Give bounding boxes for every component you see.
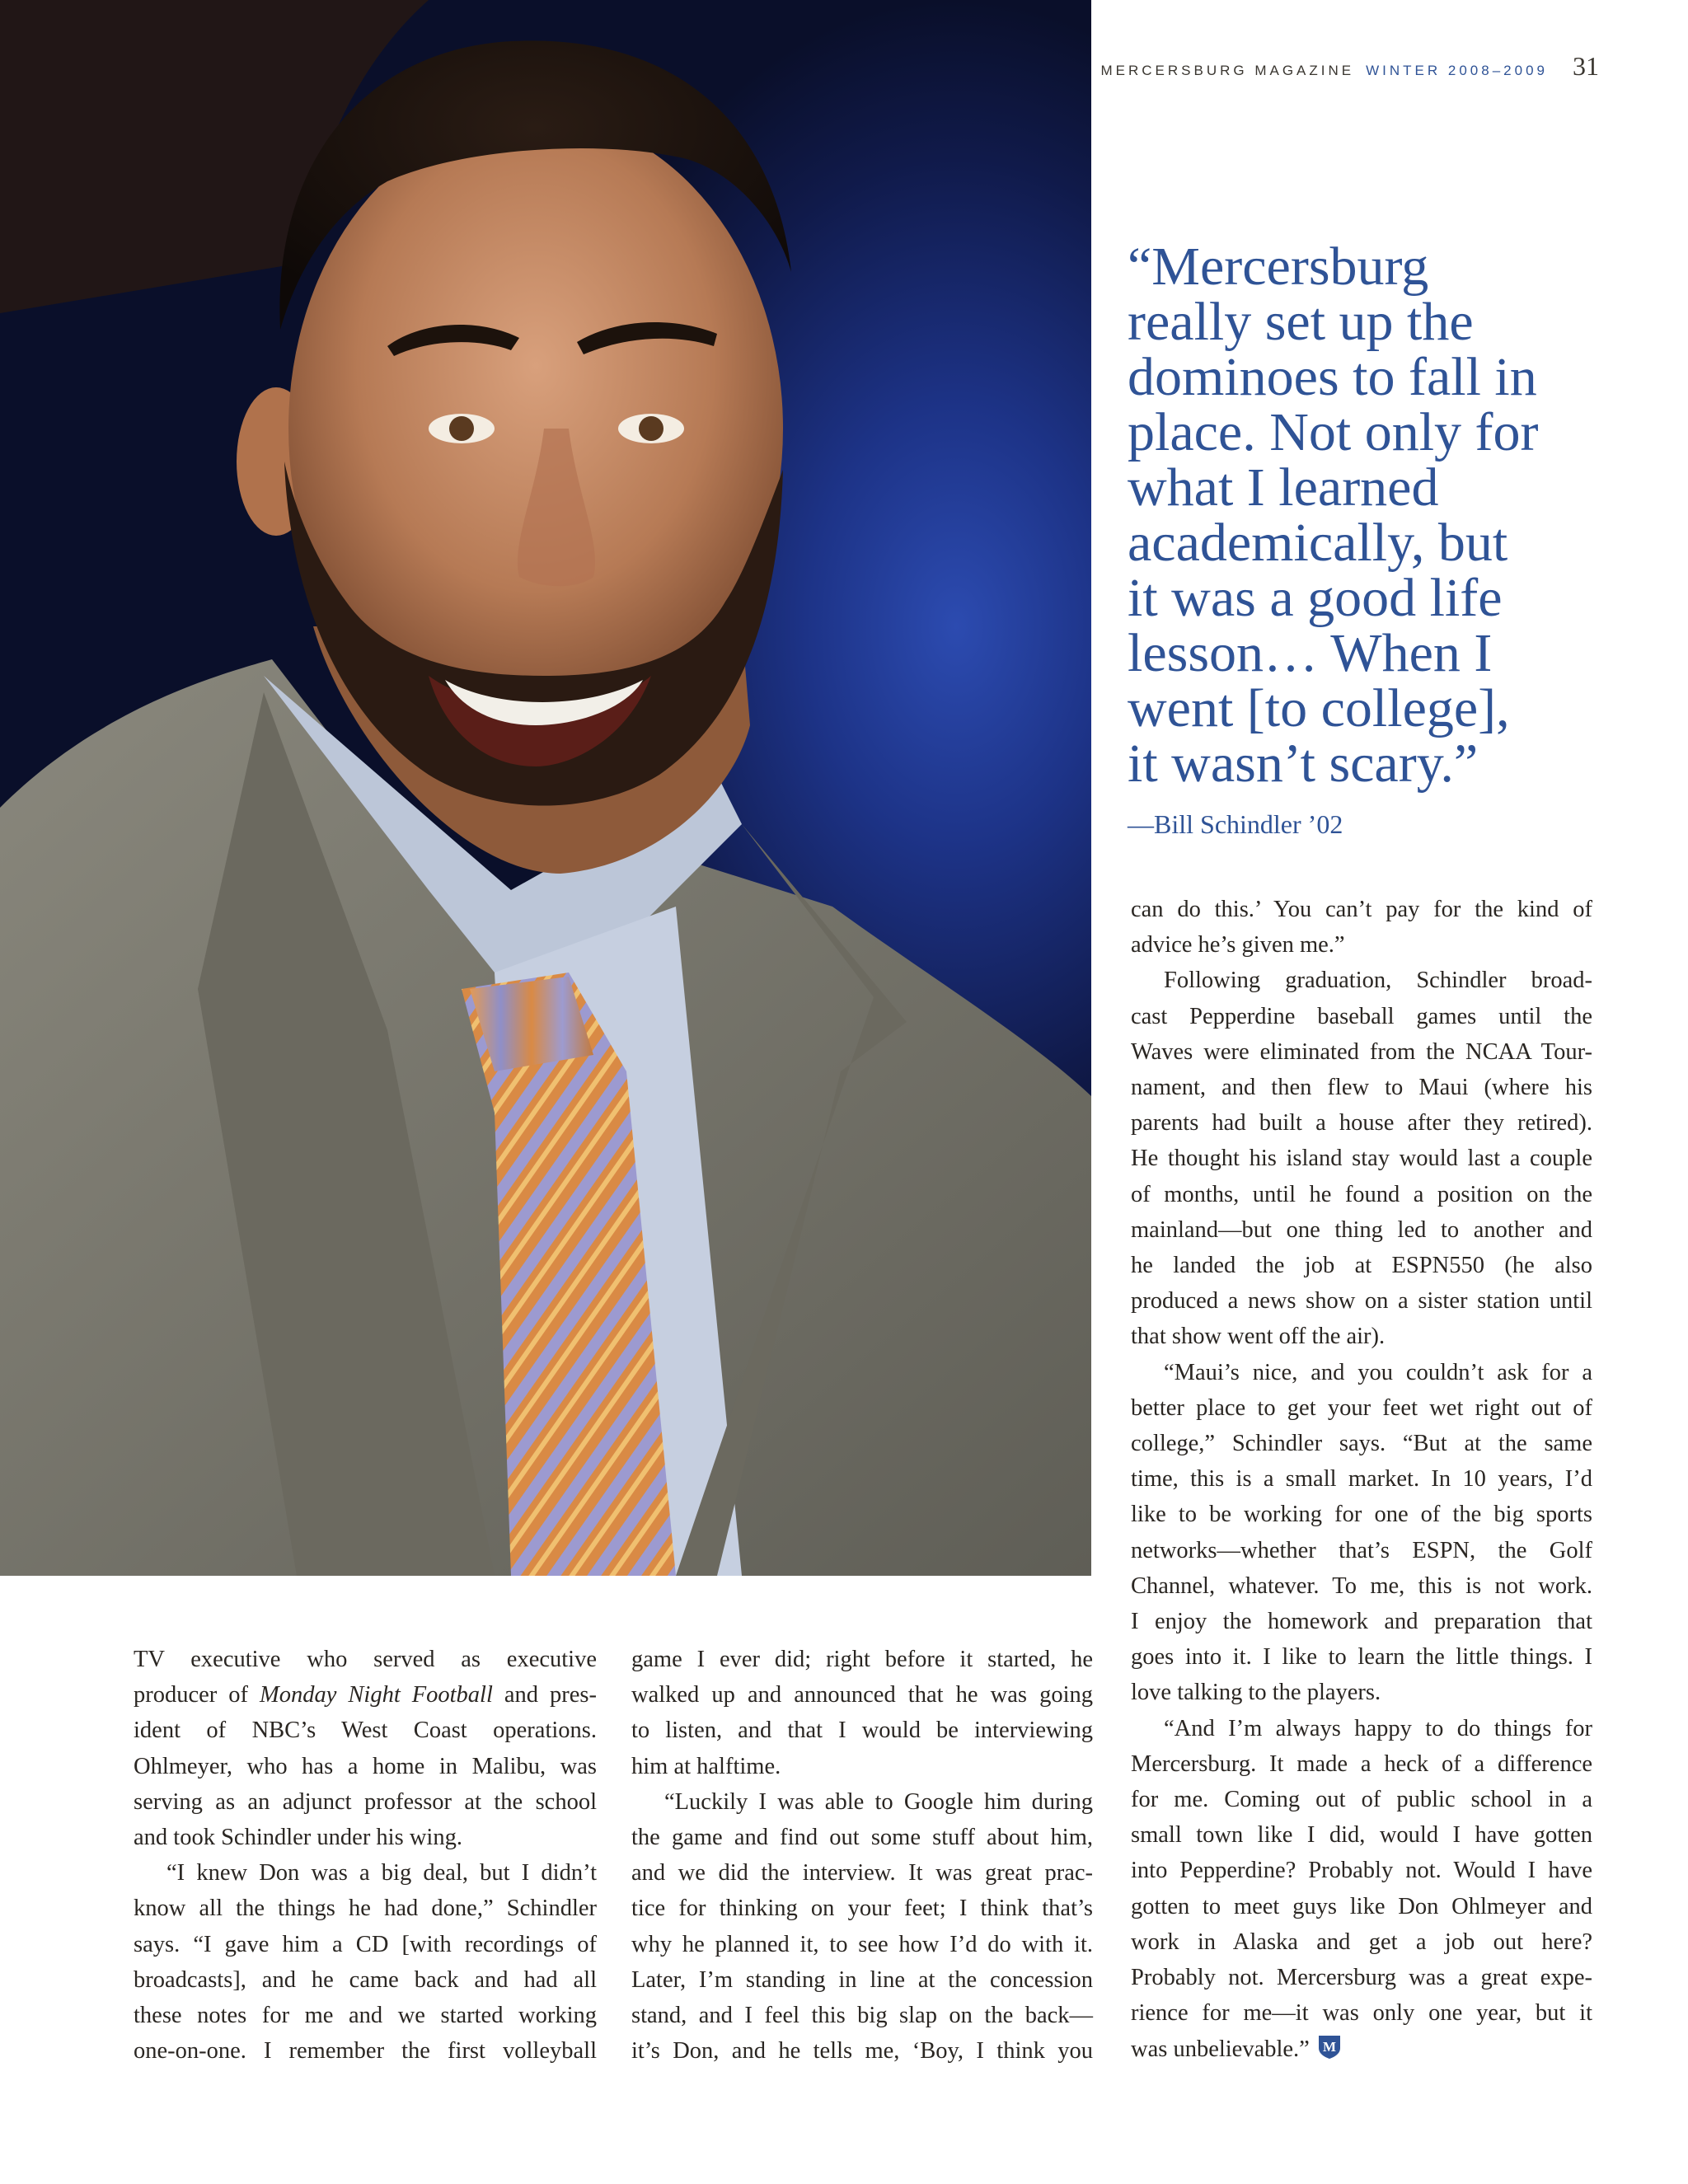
pull-quote (1128, 237, 1622, 794)
article-line: why he planned it, to see how I’d do with it. (631, 1931, 1093, 1957)
pull-quote-attribution: —Bill Schindler ’02 (1128, 809, 1343, 839)
article-line: broadcasts], and he came back and had all (134, 1966, 597, 1993)
pull-quote-line: place. Not only for (1128, 402, 1539, 462)
article-line: “And I’m always happy to do things for (1164, 1715, 1592, 1741)
article-line: “Maui’s nice, and you couldn’t ask for a (1164, 1359, 1592, 1385)
pull-quote-line: lesson… When I (1128, 623, 1493, 683)
article-line: networks—whether that’s ESPN, the Golf (1131, 1537, 1592, 1563)
article-line: it’s Don, and he tells me, ‘Boy, I think you (631, 2038, 1093, 2064)
pull-quote-line: really set up the (1128, 292, 1474, 352)
pull-quote-line: it wasn’t scary.” (1128, 733, 1479, 794)
article-line: to listen, and that I would be interviewing (631, 1718, 1093, 1744)
article-line: like to be working for one of the big sports (1131, 1502, 1592, 1528)
article-line: produced a news show on a sister station until (1131, 1288, 1592, 1315)
article-line: walked up and announced that he was going (631, 1682, 1093, 1708)
article-line: Ohlmeyer, who has a home in Malibu, was (134, 1753, 597, 1779)
article-line: nament, and then flew to Maui (where his (1131, 1075, 1592, 1101)
article-line: the game and find out some stuff about him, (631, 1825, 1093, 1851)
article-line: “Luckily I was able to Google him during (664, 1788, 1093, 1815)
article-line: can do this.’ You can’t pay for the kind of (1131, 897, 1592, 922)
article-line: into Pepperdine? Probably not. Would I have (1131, 1858, 1592, 1884)
page-number: 31 (1573, 51, 1599, 81)
article-line: better place to get your feet wet right out of (1131, 1394, 1592, 1421)
pull-quote-line: “Mercersburg (1128, 237, 1429, 297)
pull-quote-line: what I learned (1128, 457, 1439, 518)
portrait-illustration (0, 0, 1091, 1576)
article-line: cast Pepperdine baseball games until the (1131, 1003, 1592, 1029)
article-line: that show went off the air). (1131, 1324, 1386, 1350)
article-line: know all the things he had done,” Schindler (134, 1896, 597, 1922)
article-line: and we did the interview. It was great prac- (631, 1860, 1093, 1886)
article-line: goes into it. I like to learn the little things. I (1131, 1644, 1592, 1671)
article-line: small town like I did, would I have gotten (1131, 1822, 1592, 1849)
article-line: TV executive who served as executive (134, 1647, 597, 1672)
pull-quote-line: it was a good life (1128, 568, 1503, 628)
article-line: serving as an adjunct professor at the school (134, 1788, 597, 1815)
pull-quote-line: dominoes to fall in (1128, 347, 1537, 407)
article-line: him at halftime. (631, 1753, 781, 1779)
article-line: Waves were eliminated from the NCAA Tour- (1131, 1038, 1592, 1065)
article-line: stand, and I feel this big slap on the back— (631, 2003, 1093, 2029)
article-line: these notes for me and we started working (134, 2003, 597, 2029)
article-line: game I ever did; right before it started, he (631, 1647, 1093, 1672)
endmark-letter: M (1322, 2038, 1336, 2055)
article-line: love talking to the players. (1131, 1680, 1381, 1706)
article-line: “I knew Don was a big deal, but I didn’t (166, 1860, 597, 1886)
article-line: advice he’s given me.” (1131, 932, 1345, 958)
running-header (1100, 51, 1599, 84)
issue-date: WINTER 2008–2009 (1366, 63, 1548, 78)
article-line: parents had built a house after they retired). (1131, 1110, 1592, 1137)
article-line: work in Alaska and get a job out here? (1131, 1929, 1592, 1955)
article-line: and took Schindler under his wing. (134, 1825, 462, 1851)
article-line: was unbelievable.” M (1131, 2032, 1592, 2067)
article-line: gotten to meet guys like Don Ohlmeyer and (1131, 1893, 1592, 1919)
portrait-photo (0, 0, 1091, 1576)
article-line: for me. Coming out of public school in a (1131, 1787, 1592, 1813)
article-line: Following graduation, Schindler broad- (1164, 968, 1592, 994)
article-line: of months, until he found a position on the (1131, 1181, 1592, 1207)
article-line: time, this is a small market. In 10 years, I’d (1131, 1466, 1592, 1493)
article-line: says. “I gave him a CD [with recordings of (134, 1931, 597, 1957)
article-line: college,” Schindler says. “But at the same (1131, 1431, 1592, 1457)
article-column-1 (134, 1642, 597, 2069)
article-line: rience for me—it was only one year, but it (1131, 2000, 1592, 2027)
article-line: one-on-one. I remember the first volleyball (134, 2038, 597, 2064)
article-line: mainland—but one thing led to another and (1131, 1216, 1592, 1243)
article-line: He thought his island stay would last a couple (1131, 1146, 1592, 1172)
article-line: Mercersburg. It made a heck of a difference (1131, 1750, 1592, 1777)
article-line: I enjoy the homework and preparation that (1131, 1609, 1592, 1635)
article-line: Later, I’m standing in line at the concession (631, 1966, 1093, 1993)
pull-quote-line: academically, but (1128, 513, 1508, 573)
article-column-2 (631, 1642, 1093, 2069)
magazine-name: MERCERSBURG MAGAZINE (1100, 63, 1355, 78)
article-line: Channel, whatever. To me, this is not work. (1131, 1572, 1592, 1599)
article-line: Probably not. Mercersburg was a great expe- (1131, 1965, 1592, 1991)
article-line: tice for thinking on your feet; I think that’s (631, 1896, 1093, 1922)
article-line: producer of Monday Night Football and pres- (134, 1682, 598, 1708)
mercersburg-shield-icon (1318, 2035, 1341, 2060)
article-column-3 (1131, 892, 1592, 2067)
article-line: ident of NBC’s West Coast operations. (134, 1718, 597, 1744)
article-line: he landed the job at ESPN550 (he also (1131, 1253, 1592, 1279)
pull-quote-line: went [to college], (1128, 678, 1510, 738)
